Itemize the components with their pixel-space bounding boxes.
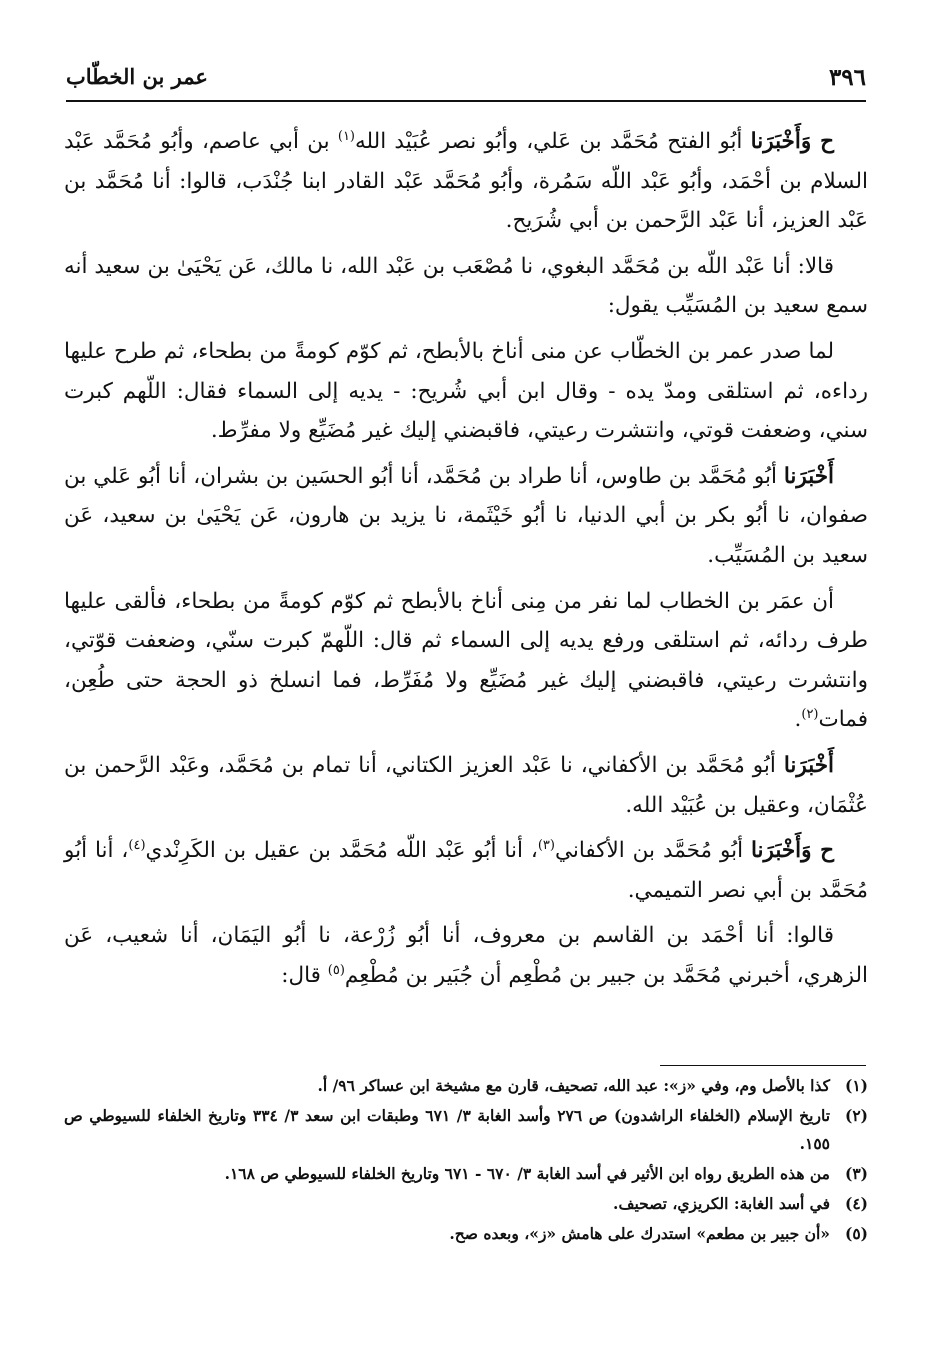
main-text (64, 122, 868, 1001)
footnote-3 (64, 1160, 868, 1188)
paragraph-text: ، أنا أبُو عَبْد اللّه مُحَمَّد بن عقيل بن الكَرِنْدي (145, 838, 538, 864)
footnote-number: (٤) (844, 1194, 868, 1213)
footnote-divider (660, 1065, 866, 1066)
footnote-number: (١) (844, 1076, 868, 1095)
page-number: ٣٩٦ (828, 64, 866, 91)
footnote-ref-3[interactable]: (٣) (537, 837, 555, 853)
paragraph-5 (64, 582, 868, 740)
paragraph-4 (64, 457, 868, 576)
footnote-number: (٥) (844, 1224, 868, 1243)
paragraph-text: أبُو الفتح مُحَمَّد بن عَلي، وأبُو نصر عُبَيْد الله (355, 129, 751, 154)
footnote-1 (64, 1072, 868, 1100)
paragraph-text: قالوا: أنا أحْمَد بن القاسم بن معروف، أنا أبُو زُرْعة، نا أبُو اليَمَان، أنا شعيب، عَن الزهري، أخبرني مُحَمَّد بن جبير بن مُطْعِم أن جُبَير بن مُطْعِم (64, 923, 868, 988)
paragraph-text: أبُو مُحَمَّد بن طاوس، أنا طراد بن مُحَمَّد، أنا أبُو الحسَين بن بشران، أنا أبُو عَلي بن صفوان، نا أبُو بكر بن أبي الدنيا، نا أبُو خَيْثَمة، نا يزيد بن هارون، عَن يَحْيَىٰ بن سعيد، عَن سعيد بن المُسَيِّب. (64, 463, 868, 568)
paragraph-text: . (794, 707, 802, 733)
footnote-text: تاريخ الإسلام (الخلفاء الراشدون) ص ٢٧٦ وأسد الغابة ٣/ ٦٧١ وطبقات ابن سعد ٣/ ٣٣٤ وتاريخ الخلفاء للسيوطي ص ١٥٥. (64, 1106, 831, 1153)
paragraph-text: لما صدر عمر بن الخطّاب عن منى أناخ بالأبطح، ثم كوّم كومةً من بطحاء، ثم طرح عليها رداءه، ثم استلقى ومدّ يده - وقال ابن أبي شُريح: - يديه إلى السماء فقال: اللّهم كبرت سني، وضعفت قوتي، وانتشرت رعيتي، فاقبضني إليك غير مُضَيِّع ولا مفرِّط. (64, 338, 868, 444)
isnad-keyword: ح وَأَخْبَرَنا (750, 129, 834, 154)
paragraph-2 (64, 247, 868, 326)
isnad-keyword: أَخْبَرَنا (783, 752, 834, 778)
footnotes (64, 1072, 868, 1250)
paragraph-text: أبُو مُحَمَّد بن الأكفاني، نا عَبْد العزيز الكتاني، أنا تمام بن مُحَمَّد، وعَبْد الرَّحمن بن عُثْمَان، وعقيل بن عُبَيْد الله. (64, 752, 868, 818)
footnote-4 (64, 1190, 868, 1218)
paragraph-text: أن عمَر بن الخطاب لما نفر من مِنى أناخ بالأبطح ثم كوّم كومةً من بطحاء، فألقى عليها طرف ردائه، ثم استلقى ورفع يديه إلى السماء ثم قال: اللّهمّ كبرت سنّي، وضعفت قوّتي، وانتشرت رعيتي، فاقبضني إليك غير مُضَيِّع ولا مُفَرِّط، فما انسلخ ذو الحجة حتى طُعِن، فمات (64, 588, 868, 733)
footnote-number: (٣) (844, 1164, 868, 1183)
paragraph-text: بن أبي عاصم، وأبُو مُحَمَّد عَبْد السلام بن أحْمَد، وأبُو عَبْد اللّه سَمُرة، وأبُو مُحَمَّد عَبْد القادر ابنا جُنْدَب، قالوا: أنا مُحَمَّد بن عَبْد العزيز، أنا عَبْد الرَّحمن بن أبي شُرَيح. (64, 129, 868, 234)
footnote-5 (64, 1220, 868, 1248)
footnote-number: (٢) (844, 1106, 868, 1125)
running-title: عمر بن الخطّاب (66, 64, 208, 89)
paragraph-7 (64, 831, 868, 910)
footnote-ref-5[interactable]: (٥) (327, 962, 345, 978)
paragraph-3 (64, 332, 868, 451)
paragraph-1 (64, 122, 868, 241)
paragraph-text: ، أنا أبُو مُحَمَّد بن أبي نصر التميمي. (64, 838, 868, 903)
page-header (66, 64, 866, 102)
paragraph-text: قال: (281, 962, 328, 988)
paragraph-8 (64, 916, 868, 995)
paragraph-text: أبُو مُحَمَّد بن الأكفاني (554, 838, 751, 864)
footnote-text: «أن جبير بن مطعم» استدرك على هامش «ز»، وبعده صح. (449, 1224, 830, 1243)
footnote-ref-4[interactable]: (٤) (128, 837, 146, 853)
paragraph-text: قالا: أنا عَبْد اللّه بن مُحَمَّد البغوي، نا مُصْعَب بن عَبْد الله، نا مالك، عَن يَحْيَىٰ بن سعيد أنه سمع سعيد بن المُسَيِّب يقول: (64, 253, 868, 319)
footnote-2 (64, 1102, 868, 1158)
footnote-text: كذا بالأصل وم، وفي «ز»: عبد الله، تصحيف، قارن مع مشيخة ابن عساكر ٩٦/ أ. (317, 1076, 830, 1095)
footnote-ref-2[interactable]: (٢) (801, 707, 819, 723)
footnote-text: في أسد الغابة: الكريزي، تصحيف. (613, 1194, 830, 1213)
paragraph-6 (64, 746, 868, 825)
footnote-text: من هذه الطريق رواه ابن الأثير في أسد الغابة ٣/ ٦٧٠ - ٦٧١ وتاريخ الخلفاء للسيوطي ص ١٦٨. (224, 1164, 830, 1183)
isnad-keyword: أَخْبَرَنا (783, 463, 834, 489)
footnote-ref-1[interactable]: (١) (337, 128, 355, 144)
isnad-keyword: ح وَأَخْبَرَنا (751, 838, 834, 864)
